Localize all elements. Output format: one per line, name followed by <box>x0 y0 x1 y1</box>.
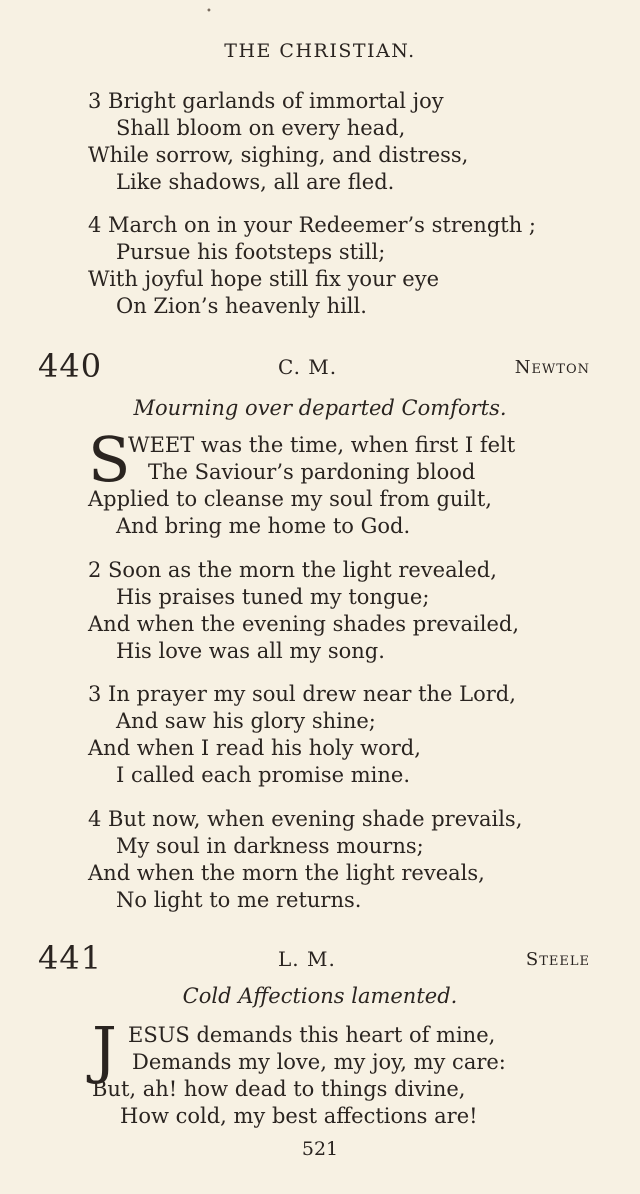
hymn-meter: L. M. <box>278 947 336 971</box>
hymn-440-subtitle: Mourning over departed Comforts. <box>133 396 507 420</box>
verse-line: 3 Bright garlands of immortal joy <box>88 89 444 113</box>
hymn-441-heading <box>38 940 598 976</box>
verse-line: His praises tuned my tongue; <box>116 585 430 609</box>
hymn-441-stanza-1 <box>92 1013 612 1130</box>
verse-line: While sorrow, sighing, and distress, <box>88 143 469 167</box>
verse-line: No light to me returns. <box>116 888 362 912</box>
hymn-440-stanza-3 <box>88 681 608 789</box>
hymn-number: 440 <box>38 347 103 385</box>
verse-line: And when the morn the light reveals, <box>88 861 485 885</box>
verse-line: 3 In prayer my soul drew near the Lord, <box>88 682 516 706</box>
verse-line: And saw his glory shine; <box>116 709 376 733</box>
stanza-top-3 <box>88 88 608 196</box>
verse-line: On Zion’s heavenly hill. <box>116 294 367 318</box>
drop-cap: J <box>92 1013 117 1086</box>
verse-line: The Saviour’s pardoning blood <box>148 460 476 484</box>
hymn-number: 441 <box>38 939 103 977</box>
drop-cap: S <box>88 423 131 496</box>
hymn-tune: Steele <box>525 949 590 970</box>
verse-line: WEET was the time, when first I felt <box>128 433 516 457</box>
hymn-440-stanza-4 <box>88 806 608 914</box>
hymn-440-stanza-2 <box>88 557 608 665</box>
verse-line: And when I read his holy word, <box>88 736 421 760</box>
verse-line: 4 March on in your Redeemer’s strength ; <box>88 213 536 237</box>
hymn-440-heading <box>38 348 598 384</box>
verse-line: 2 Soon as the morn the light revealed, <box>88 558 497 582</box>
verse-line: Pursue his footsteps still; <box>116 240 386 264</box>
verse-line: And when the evening shades prevailed, <box>88 612 520 636</box>
verse-line: Applied to cleanse my soul from guilt, <box>88 487 492 511</box>
verse-line: Demands my love, my joy, my care: <box>132 1050 506 1074</box>
verse-line: His love was all my song. <box>116 639 385 663</box>
verse-line: How cold, my best affections are! <box>120 1104 478 1128</box>
hymn-440-stanza-1 <box>88 423 608 540</box>
hymn-441-subtitle: Cold Affections lamented. <box>182 984 458 1008</box>
hymn-tune: Newton <box>514 357 590 378</box>
print-speck: • <box>206 6 212 17</box>
verse-line: My soul in darkness mourns; <box>116 834 424 858</box>
hymn-meter: C. M. <box>278 355 338 379</box>
verse-line: And bring me home to God. <box>116 514 411 538</box>
verse-line: ESUS demands this heart of mine, <box>128 1023 496 1047</box>
verse-line: 4 But now, when evening shade prevails, <box>88 807 523 831</box>
verse-line: Like shadows, all are fled. <box>116 170 395 194</box>
verse-line: I called each promise mine. <box>116 763 411 787</box>
stanza-top-4 <box>88 212 608 320</box>
verse-line: With joyful hope still fix your eye <box>88 267 440 291</box>
verse-line: But, ah! how dead to things divine, <box>92 1077 466 1101</box>
verse-line: Shall bloom on every head, <box>116 116 406 140</box>
page-number: 521 <box>301 1138 339 1160</box>
page-header: THE CHRISTIAN. <box>224 40 416 62</box>
